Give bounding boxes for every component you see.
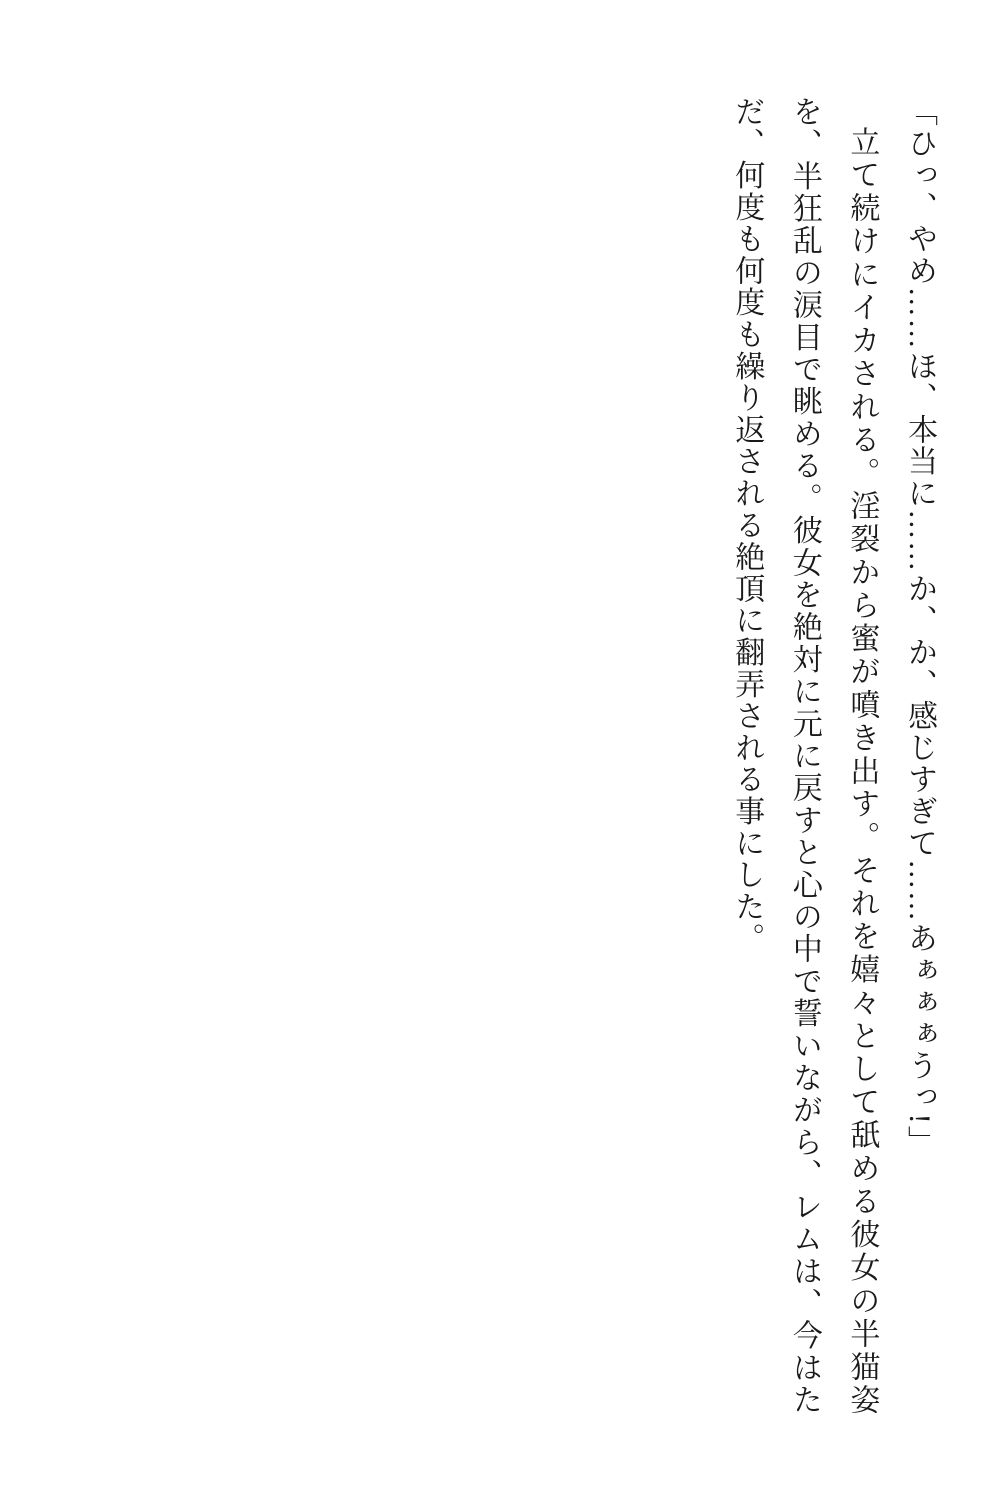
paragraph-dialogue: 「ひっ、やめ……ほ、本当に……か、か、感じすぎて……あぁぁぁうっ!」 [903, 96, 936, 1158]
vertical-text-body [718, 96, 948, 1416]
paragraph-narration: 立て続けにイカされる。淫裂から蜜が噴き出す。それを嬉々として舐める彼女の半猫姿を、半狂乱の涙目で眺める。彼女を絶対に元に戻すと心の中で誓いながら、レムは、今はただ、何度も何度も繰り返される絶頂に翻弄される事にした。 [730, 96, 879, 1416]
